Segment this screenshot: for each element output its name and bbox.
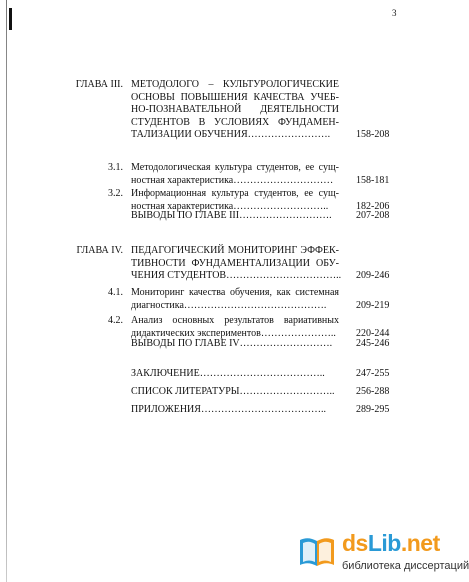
toc-entry bbox=[0, 386, 450, 399]
toc-entry-title bbox=[131, 210, 339, 223]
toc-entry-line: ПРИЛОЖЕНИЯ……………………………….. bbox=[131, 404, 326, 415]
toc-entry-pages: 220-244 bbox=[356, 327, 390, 339]
toc-entry-line: СТУДЕНТОВ В УСЛОВИЯХ ФУНДАМЕН- bbox=[131, 116, 339, 128]
toc-entry-line: ОСНОВЫ ПОВЫШЕНИЯ КАЧЕСТВА УЧЕБ- bbox=[131, 91, 339, 103]
toc-entry-line: диагностика……………………………………. bbox=[131, 299, 327, 311]
toc-entry-line: Анализ основных результатов вариативных bbox=[131, 315, 339, 326]
logo-lib: Lib bbox=[367, 530, 401, 556]
toc-entry-line: ЗАКЛЮЧЕНИЕ……………………………….. bbox=[131, 368, 325, 379]
toc-entry-title bbox=[131, 287, 339, 312]
toc-entry-line: ностная характеристика……………………….. bbox=[131, 200, 329, 212]
toc-entry-pages: 158-181 bbox=[356, 174, 390, 186]
toc-entry bbox=[0, 287, 450, 312]
toc-entry-pages: 289-295 bbox=[356, 404, 390, 415]
toc-entry-line: ЧЕНИЯ СТУДЕНТОВ…………………………….. bbox=[131, 270, 342, 281]
toc-entry-label: 3.1. bbox=[108, 162, 123, 173]
toc-entry-title bbox=[131, 315, 339, 340]
toc-entry-line: дидактических экспериментов………………….. bbox=[131, 327, 336, 339]
toc-entry-label: ГЛАВА III. bbox=[75, 79, 123, 90]
book-icon bbox=[296, 532, 338, 572]
toc-entry bbox=[0, 315, 450, 340]
watermark-tagline: библиотека диссертаций bbox=[342, 560, 469, 572]
toc-entry-line: Информационная культура студентов, ее сущ- bbox=[131, 188, 339, 199]
toc-entry-pages: 207-208 bbox=[356, 210, 390, 221]
toc-entry-label: ГЛАВА IV. bbox=[76, 245, 123, 256]
toc-entry-title bbox=[131, 368, 339, 381]
toc-entry bbox=[0, 245, 450, 283]
toc-entry-title bbox=[131, 404, 339, 417]
toc-entry-title bbox=[131, 79, 339, 142]
toc-entry bbox=[0, 368, 450, 381]
page-number: 3 bbox=[392, 8, 397, 18]
toc-entry-line: ТИВНОСТИ ФУНДАМЕНТАЛИЗАЦИИ ОБУ- bbox=[131, 257, 339, 269]
toc-entry-title bbox=[131, 338, 339, 351]
dslib-logo bbox=[342, 530, 440, 557]
toc-entry-line: НО-ПОЗНАВАТЕЛЬНОЙ ДЕЯТЕЛЬНОСТИ bbox=[131, 104, 339, 115]
toc-entry-pages: 247-255 bbox=[356, 368, 390, 379]
toc-entry-pages: 209-246 bbox=[356, 270, 390, 281]
toc-entry bbox=[0, 404, 450, 417]
toc-entry bbox=[0, 210, 450, 223]
toc-entry-pages: 256-288 bbox=[356, 386, 390, 397]
toc-entry-line: ВЫВОДЫ ПО ГЛАВЕ III………………………. bbox=[131, 210, 332, 221]
toc-entry-label: 3.2. bbox=[108, 188, 123, 199]
logo-ds: ds bbox=[342, 530, 368, 556]
toc-entry bbox=[0, 338, 450, 351]
toc-entry-label: 4.1. bbox=[108, 287, 123, 298]
toc-entry-pages: 209-219 bbox=[356, 299, 390, 311]
toc-entry-line: ностная характеристика………………………… bbox=[131, 174, 334, 186]
toc-entry-title bbox=[131, 386, 339, 399]
toc-entry-title bbox=[131, 162, 339, 187]
toc-entry-line: СПИСОК ЛИТЕРАТУРЫ……………………….. bbox=[131, 386, 335, 397]
watermark bbox=[296, 530, 469, 578]
toc-entry-line: МЕТОДОЛОГО – КУЛЬТУРОЛОГИЧЕСКИЕ bbox=[131, 79, 339, 90]
toc-entry-pages: 182-206 bbox=[356, 200, 390, 212]
toc-entry-pages: 158-208 bbox=[356, 129, 390, 140]
toc-entry-pages: 245-246 bbox=[356, 338, 390, 349]
toc-entry-line: Мониторинг качества обучения, как системная bbox=[131, 287, 339, 298]
toc-entry bbox=[0, 79, 450, 142]
scan-edge-mark bbox=[9, 8, 12, 30]
toc-entry-title bbox=[131, 245, 342, 283]
toc-entry bbox=[0, 162, 450, 187]
toc-entry-line: ТАЛИЗАЦИИ ОБУЧЕНИЯ……………………. bbox=[131, 129, 331, 140]
toc-entry-label: 4.2. bbox=[108, 315, 123, 326]
toc-entry-line: Методологическая культура студентов, ее сущ- bbox=[131, 162, 339, 173]
toc-entry-line: ПЕДАГОГИЧЕСКИЙ МОНИТОРИНГ ЭФФЕК- bbox=[131, 245, 339, 256]
logo-net: .net bbox=[400, 530, 440, 556]
toc-entry-line: ВЫВОДЫ ПО ГЛАВЕ IV………………………. bbox=[131, 338, 333, 349]
